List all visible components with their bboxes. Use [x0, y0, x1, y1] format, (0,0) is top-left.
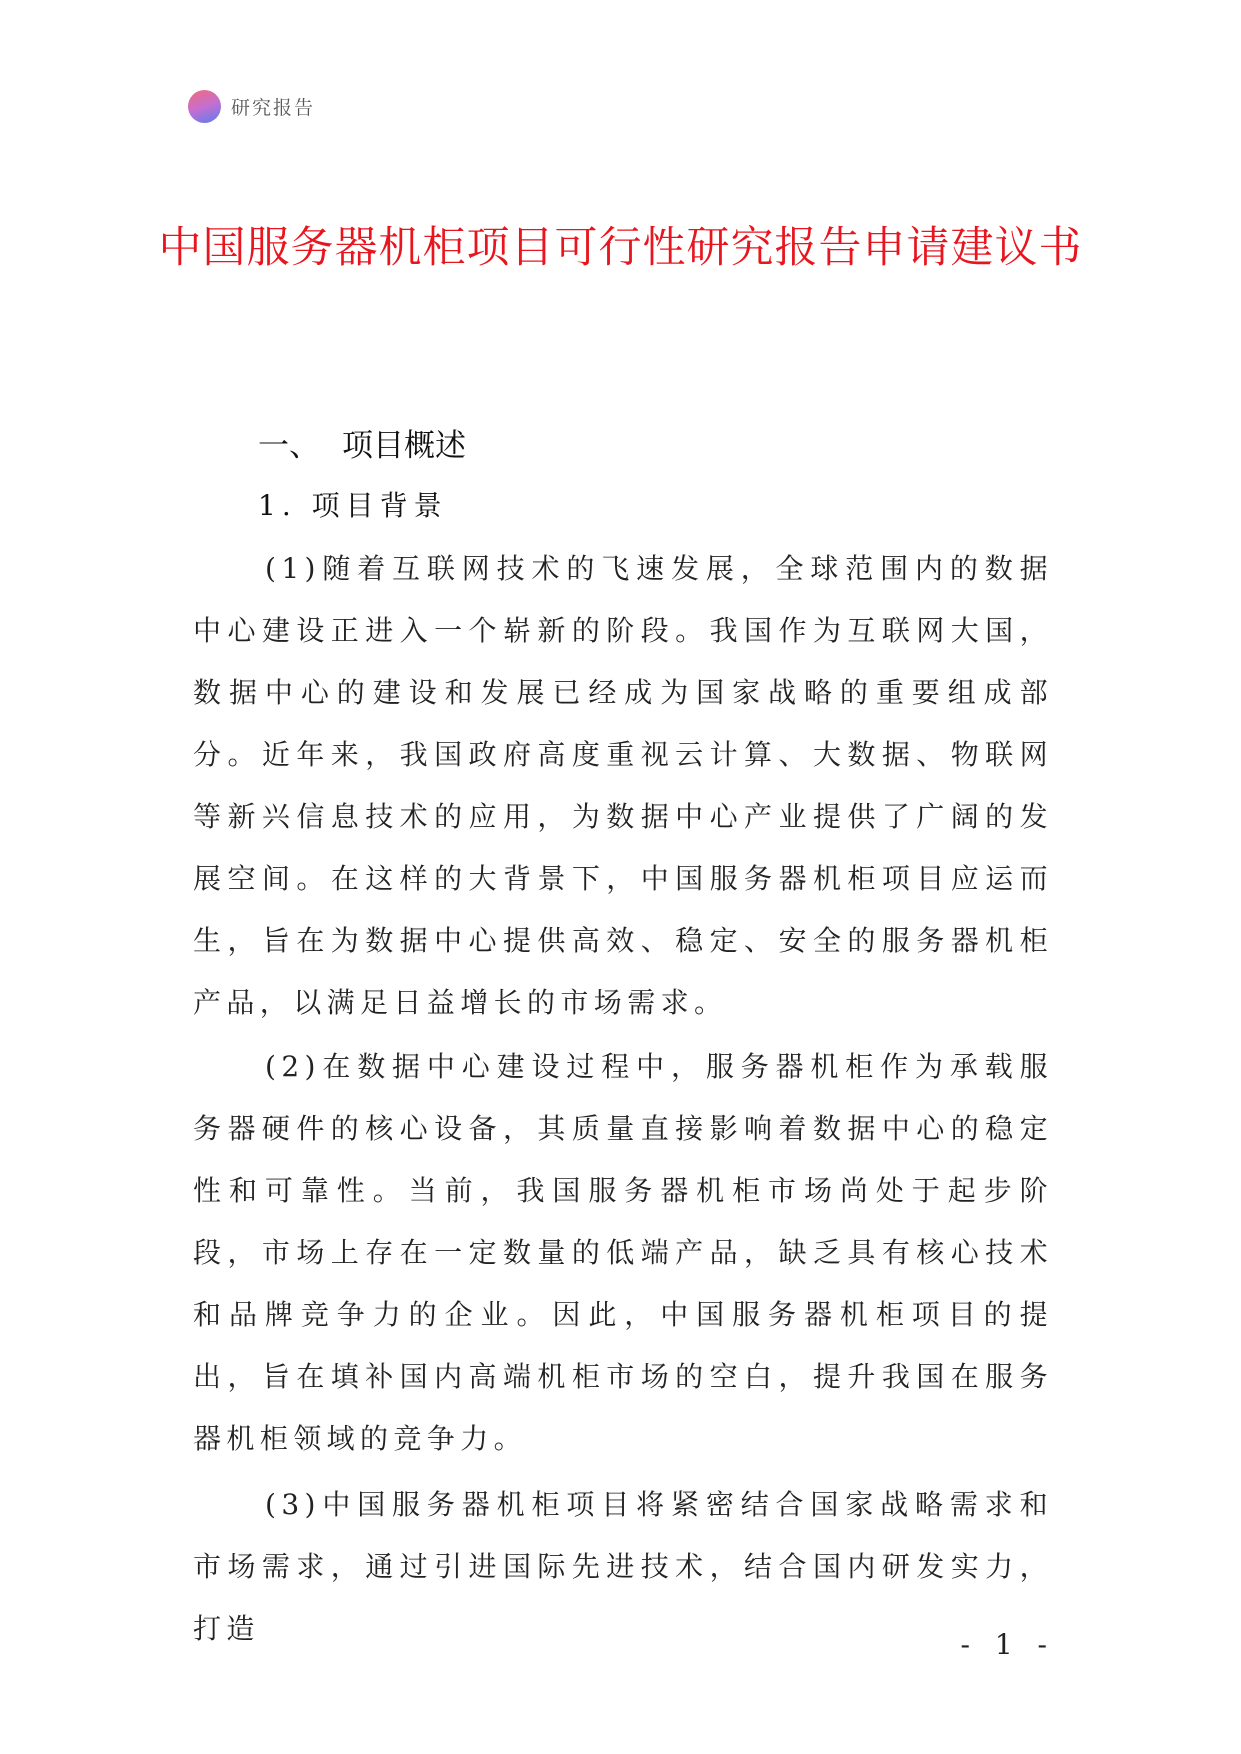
paragraph-3: (3)中国服务器机柜项目将紧密结合国家战略需求和市场需求，通过引进国际先进技术，结合国内研发实力，打造 [193, 1488, 1053, 1645]
paragraph-2: (2)在数据中心建设过程中，服务器机柜作为承载服务器硬件的核心设备，其质量直接影响着数据中心的稳定性和可靠性。当前，我国服务器机柜市场尚处于起步阶段，市场上存在一定数量的低端产品，缺乏具有核心技术和品牌竞争力的企业。因此，中国服务器机柜项目的提出，旨在填补国内高端机柜市场的空白，提升我国在服务器机柜领域的竞争力。 [193, 1050, 1053, 1455]
report-logo-icon [188, 90, 221, 123]
page-number: - 1 - [960, 1628, 1055, 1661]
page-header [188, 90, 315, 123]
header-label: 研究报告 [231, 97, 316, 119]
paragraph-1: (1)随着互联网技术的飞速发展，全球范围内的数据中心建设正进入一个崭新的阶段。我国作为互联网大国，数据中心的建设和发展已经成为国家战略的重要组成部分。近年来，我国政府高度重视云计算、大数据、物联网等新兴信息技术的应用，为数据中心产业提供了广阔的发展空间。在这样的大背景下，中国服务器机柜项目应运而生，旨在为数据中心提供高效、稳定、安全的服务器机柜产品，以满足日益增长的市场需求。 [193, 552, 1053, 1019]
subsection-heading: 1. 项目背景 [258, 489, 448, 522]
section-heading [258, 420, 466, 465]
section-number: 一、 [258, 428, 320, 464]
section-title: 项目概述 [342, 428, 466, 464]
document-title: 中国服务器机柜项目可行性研究报告申请建议书 [158, 223, 1083, 273]
